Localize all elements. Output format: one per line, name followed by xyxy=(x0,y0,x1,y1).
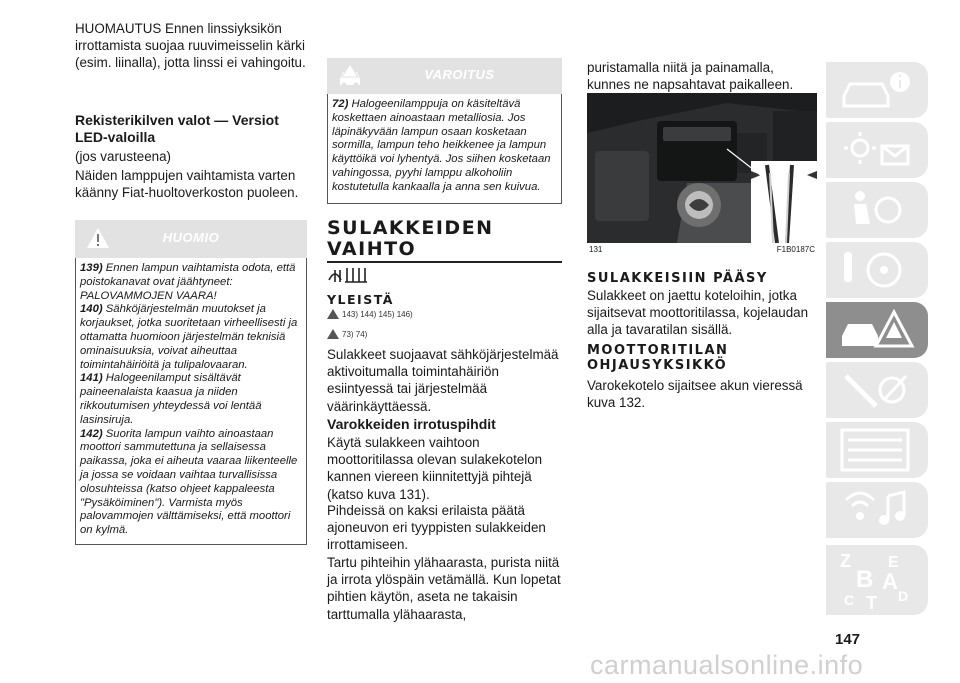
svg-text:C: C xyxy=(844,592,855,608)
equipment-note: (jos varusteena) xyxy=(75,149,172,164)
warning-title: VAROITUS xyxy=(424,67,495,82)
side-tab-maintenance[interactable] xyxy=(826,362,928,418)
pliers-heading: Varokkeiden irrotuspihdit xyxy=(327,416,496,432)
license-light-heading: Rekisterikilven valot — Versiot LED-valoilla xyxy=(75,112,279,145)
svg-text:B: B xyxy=(856,566,874,593)
warning-header xyxy=(327,58,562,94)
caution-ref-icon xyxy=(327,329,339,339)
breakdown-warning-icon xyxy=(836,306,916,354)
svg-text:D: D xyxy=(898,588,909,604)
fuse-section-header xyxy=(327,218,562,263)
multimedia-icon xyxy=(836,486,916,534)
side-tab-multimedia[interactable] xyxy=(826,482,928,538)
side-tab-index[interactable] xyxy=(826,545,928,615)
engine-unit-title-2: OHJAUSYKSIKKÖ xyxy=(587,358,728,373)
warning-box xyxy=(327,58,562,204)
steering-key-icon xyxy=(836,246,916,294)
svg-text:Z: Z xyxy=(840,551,851,571)
figure-number: 131 xyxy=(589,245,603,254)
section-title-line-1: SULAKKEIDEN xyxy=(327,217,494,239)
notice-item-142: 142) Suorita lampun vaihto ainoastaan moottori sammutettuna ja sellaisessa paikassa, joka ei aiheuta vaaraa liikenteelle ja jossa se voidaan vaihtaa turvallisissa olosuhteissa (katso ohjeet kappaleesta "Pysäköiminen"). Varmista myös palovammojen välttämiseksi, että moottori on kylmä. xyxy=(80,427,298,537)
side-tab-specifications[interactable] xyxy=(826,422,928,478)
pliers-paragraph-2: Pihdeissä on kaksi erilaista päätä ajoneuvon eri tyyppisten sulakkeiden irrottamiseen. xyxy=(327,503,546,553)
pliers-paragraph-1: Käytä sulakkeen vaihtoon moottoritilassa olevan sulakekotelon kannen viereen kiinnitettyjä pihtejä (katso kuva 131). xyxy=(327,435,543,502)
maintenance-icon xyxy=(836,366,916,414)
side-tab-safety[interactable] xyxy=(826,182,928,238)
general-paragraph: Sulakkeet suojaavat sähköjärjestelmää aktivoitumalla toimintahäiriön esiintyessä tai järjestelmää väärinkäyttäessä. xyxy=(327,347,559,414)
service-paragraph: Näiden lamppujen vaihtamista varten käänny Fiat-huoltoverkoston puoleen. xyxy=(75,168,299,201)
engine-unit-paragraph: Varokekotelo sijaitsee akun vieressä kuva 132. xyxy=(587,378,803,411)
dashboard-lights-icon xyxy=(836,126,916,174)
notice-box xyxy=(75,220,307,545)
notice-header xyxy=(75,220,307,258)
warning-item-72: 72) Halogeenilamppuja on käsiteltävä koskettaen ainoastaan metalliosia. Jos läpinäkyvään lampun osaan kosketaan sormilla, lampun teho heikkenee ja lampun käyttöikä voi lyhentyä. Jos siihen kosketaan vahingossa, pyyhi lamppu alkoholiin kostutetulla kankaalla ja anna sen kuivua. xyxy=(332,98,551,193)
watermark-text: carmanualsonline.info xyxy=(590,650,864,680)
svg-text:T: T xyxy=(866,593,877,611)
engine-unit-title-1: MOOTTORITILAN xyxy=(587,343,729,358)
caution-refs: 73) 74) xyxy=(342,329,368,339)
figure-code: F1B0187C xyxy=(776,245,815,254)
airbag-icon xyxy=(836,186,916,234)
section-divider xyxy=(327,261,562,263)
continued-paragraph: puristamalla niitä ja painamalla, kunnes ne napsahtavat paikalleen. xyxy=(587,60,794,93)
specifications-icon xyxy=(836,426,916,474)
notice-body xyxy=(75,258,307,545)
warning-refs-row xyxy=(327,309,413,319)
index-icon xyxy=(836,549,916,611)
notice-title: HUOMIO xyxy=(162,230,220,245)
car-info-icon xyxy=(836,66,916,114)
section-title-line-2: VAIHTO xyxy=(327,238,417,260)
caution-refs-row xyxy=(327,329,367,339)
engine-bay-photo xyxy=(587,93,817,243)
figure-131 xyxy=(587,93,817,243)
notice-item-140: 140) Sähköjärjestelmän muutokset ja korjaukset, jotka suoritetaan virheellisesti ja ottamatta huomioon järjestelmän teknisiä ominaisuuksia, voivat aiheuttaa toimintahäiriöitä ja tulipalovaaran. xyxy=(80,303,298,371)
svg-text:A: A xyxy=(882,569,898,594)
notice-item-141: 141) Halogeenilamput sisältävät paineenalaista kaasua ja niiden rikkoutumisen yhteydessä voi lentää lasinsiruja. xyxy=(80,372,262,426)
side-tab-car-info[interactable] xyxy=(826,62,928,118)
general-heading: YLEISTÄ xyxy=(327,292,394,307)
page-number: 147 xyxy=(835,631,861,648)
side-tab-starting[interactable] xyxy=(826,242,928,298)
access-heading: SULAKKEISIIN PÄÄSY xyxy=(587,271,768,286)
svg-text:E: E xyxy=(888,554,899,571)
fuse-symbol-icon xyxy=(327,264,375,286)
side-tab-dashboard[interactable] xyxy=(826,122,928,178)
warning-ref-icon xyxy=(327,309,339,319)
warning-body xyxy=(327,94,562,204)
side-tab-emergency[interactable] xyxy=(826,302,928,358)
pliers-paragraph-3: Tartu pihteihin ylähaarasta, purista niitä ja irrota ylöspäin vetämällä. Kun lopetat pihtien käytön, aseta ne takaisin tarttumalla ylähaarasta, xyxy=(327,555,561,622)
notice-item-139: 139) Ennen lampun vaihtamista odota, että poistokanavat ovat jäähtyneet: PALOVAMMOJEN VAARA! xyxy=(80,262,296,302)
warning-refs: 143) 144) 145) 146) xyxy=(342,309,413,319)
access-paragraph: Sulakkeet on jaettu koteloihin, jotka sijaitsevat moottoritilassa, kojelaudan alla ja tavaratilan sisällä. xyxy=(587,288,809,338)
intro-paragraph: HUOMAUTUS Ennen linssiyksikön irrottamista suojaa ruuvimeisselin kärki (esim. liinalla), jotta linssi ei vahingoitu. xyxy=(75,21,306,71)
